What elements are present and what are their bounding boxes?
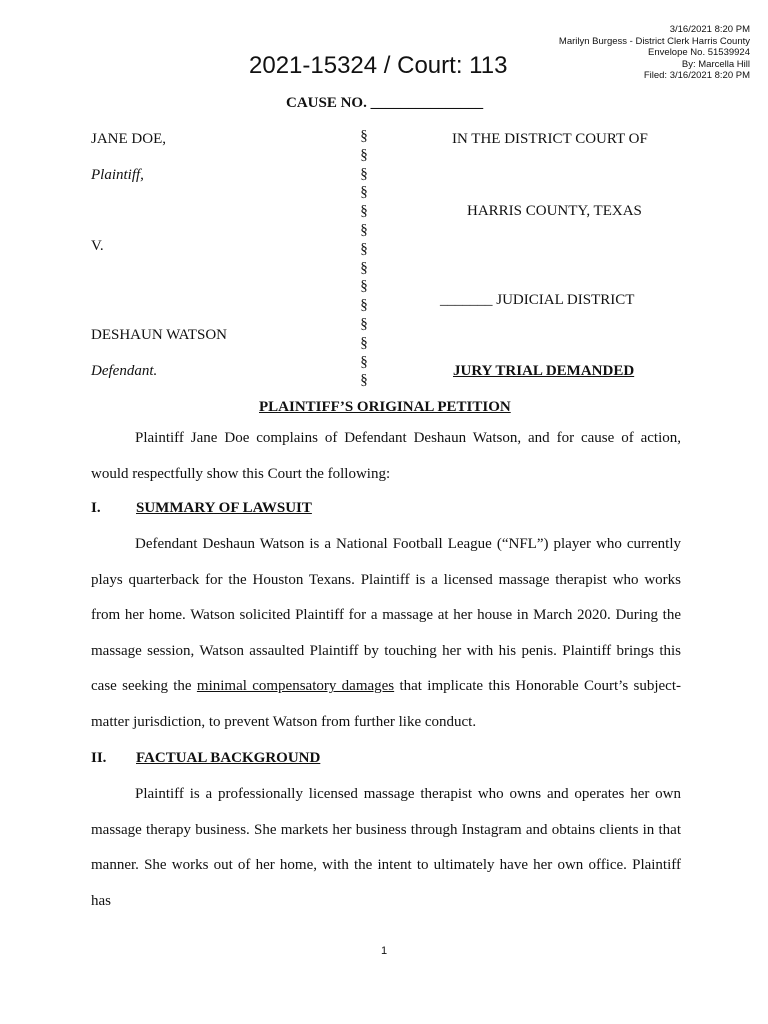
section-1-underlined: minimal compensatory damages — [196, 678, 395, 695]
section-mark: § — [360, 353, 368, 370]
section-1-number: I. — [91, 500, 101, 516]
plaintiff-name: JANE DOE, — [91, 131, 166, 147]
stamp-date-time: 3/16/2021 8:20 PM — [669, 24, 750, 35]
intro-text: Plaintiff Jane Doe complains of Defendant Deshaun Watson, and for cause of action, would respectfully show this Court the following: — [91, 430, 681, 482]
stamp-clerk: Marilyn Burgess - District Clerk Harris County — [558, 35, 750, 47]
section-1-paragraph — [91, 527, 681, 741]
stamp-envelope: Envelope No. 51539924 — [648, 47, 750, 58]
section-mark: § — [360, 278, 368, 295]
section-mark: § — [360, 372, 368, 389]
section-1-body — [91, 527, 681, 741]
section-mark: § — [360, 297, 368, 314]
section-marks-column — [358, 127, 370, 390]
court-line-3: _______ JUDICIAL DISTRICT — [440, 292, 635, 308]
section-mark: § — [360, 203, 368, 220]
intro-paragraph — [91, 421, 681, 492]
court-line-2: HARRIS COUNTY, TEXAS — [467, 203, 642, 219]
defendant-name: DESHAUN WATSON — [91, 327, 227, 343]
section-2-paragraph: Plaintiff is a professionally licensed massage therapist who owns and operates her own massage therapy business. She markets her business through Instagram and obtains clients in that manner. She works out of her home, with the intent to ultimately have her own office. Plaintiff has — [91, 786, 681, 909]
section-mark: § — [360, 128, 368, 144]
section-1-text-after: that implicate this Honorable Court’s subject-matter jurisdiction, to prevent Watson from further like conduct. — [91, 678, 681, 730]
stamp-filed: Filed: 3/16/2021 8:20 PM — [643, 70, 750, 81]
section-1-text-before: Defendant Deshaun Watson is a National Football League (“NFL”) player who currently plays quarterback for the Houston Texans. Plaintiff is a licensed massage therapist who works from her home. Watson solicited Plaintiff for a massage at her house in March 2020. During the massage session, Watson assaulted Plaintiff by touching her with his penis. Plaintiff brings this case seeking the — [91, 536, 681, 695]
section-mark: § — [360, 221, 368, 238]
section-mark: § — [360, 334, 368, 351]
defendant-role: Defendant. — [91, 363, 158, 379]
section-mark: § — [360, 315, 368, 332]
section-1-heading: SUMMARY OF LAWSUIT — [136, 500, 312, 516]
section-mark: § — [360, 165, 368, 182]
section-2-body — [91, 777, 681, 919]
page-number: 1 — [380, 945, 388, 957]
versus: V. — [91, 238, 104, 254]
section-mark: § — [360, 146, 368, 163]
section-2-number: II. — [91, 750, 107, 766]
filing-stamp — [559, 24, 750, 82]
petition-title: PLAINTIFF’S ORIGINAL PETITION — [259, 399, 511, 415]
case-header: 2021-15324 / Court: 113 — [249, 52, 508, 79]
cause-number: CAUSE NO. _______________ — [286, 95, 484, 111]
court-line-1: IN THE DISTRICT COURT OF — [452, 131, 648, 147]
section-mark: § — [360, 184, 368, 201]
section-2-heading: FACTUAL BACKGROUND — [136, 750, 321, 766]
stamp-by: By: Marcella Hill — [681, 58, 750, 70]
section-mark: § — [360, 240, 368, 257]
jury-trial-demanded: JURY TRIAL DEMANDED — [453, 363, 635, 379]
section-mark: § — [360, 259, 368, 276]
plaintiff-role: Plaintiff, — [91, 167, 144, 183]
